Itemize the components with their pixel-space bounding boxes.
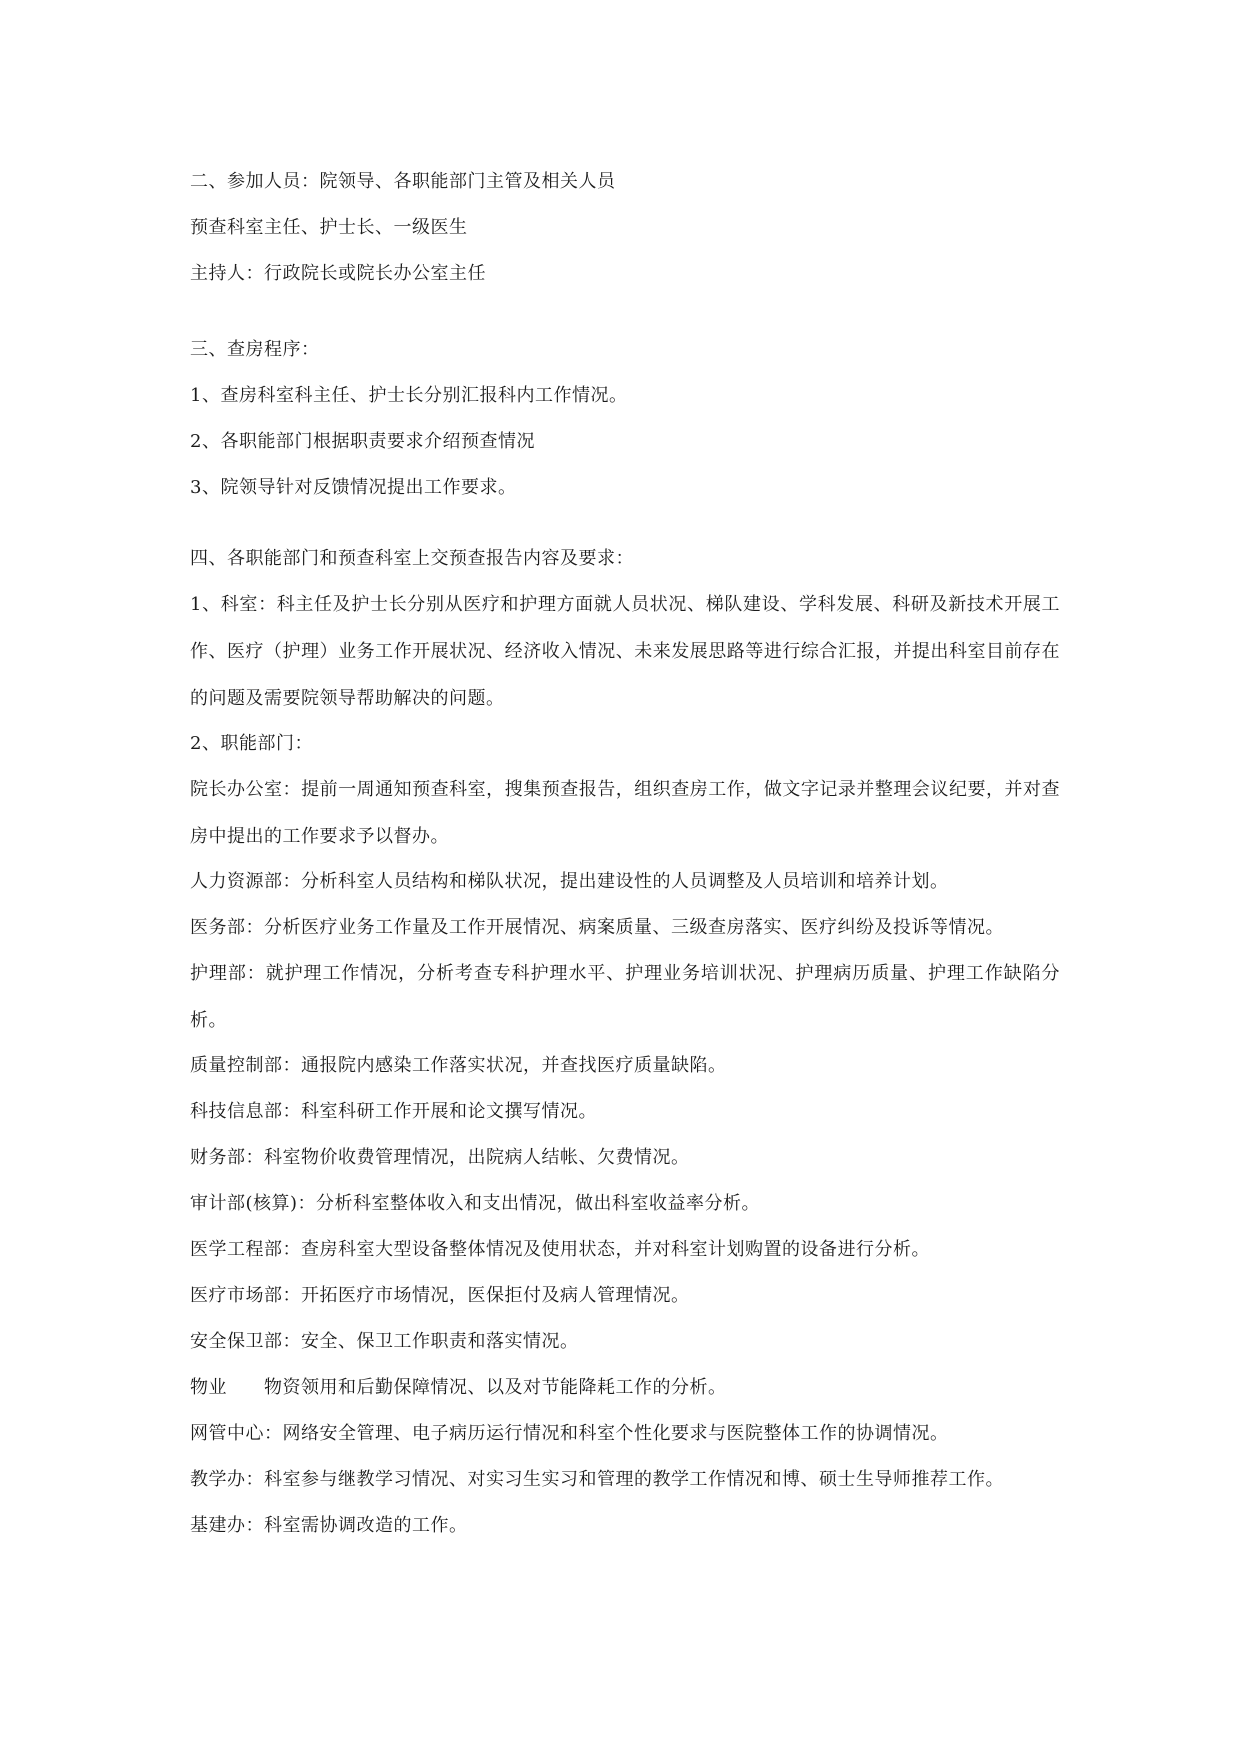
participants-line: 二、参加人员：院领导、各职能部门主管及相关人员 bbox=[190, 171, 616, 192]
quality-control-line: 质量控制部：通报院内感染工作落实状况，并查找医疗质量缺陷。 bbox=[190, 1055, 727, 1076]
procedure-item: 3、院领导针对反馈情况提出工作要求。 bbox=[190, 477, 517, 498]
procedure-item: 1、查房科室科主任、护士长分别汇报科内工作情况。 bbox=[190, 385, 628, 406]
functional-departments-label: 2、职能部门： bbox=[190, 733, 313, 754]
document-page bbox=[190, 170, 1060, 1560]
property-line: 物业 物资领用和后勤保障情况、以及对节能降耗工作的分析。 bbox=[190, 1377, 727, 1398]
medical-affairs-line: 医务部：分析医疗业务工作量及工作开展情况、病案质量、三级查房落实、医疗纠纷及投诉等情况。 bbox=[190, 917, 1004, 938]
medical-market-line: 医疗市场部：开拓医疗市场情况，医保拒付及病人管理情况。 bbox=[190, 1285, 690, 1306]
section-gap bbox=[190, 308, 1060, 338]
procedure-heading: 三、查房程序： bbox=[190, 339, 320, 360]
medical-engineering-line: 医学工程部：查房科室大型设备整体情况及使用状态，并对科室计划购置的设备进行分析。 bbox=[190, 1239, 930, 1260]
section-gap bbox=[190, 522, 1060, 547]
finance-line: 财务部：科室物价收费管理情况，出院病人结帐、欠费情况。 bbox=[190, 1147, 690, 1168]
security-line: 安全保卫部：安全、保卫工作职责和落实情况。 bbox=[190, 1331, 579, 1352]
hr-line: 人力资源部：分析科室人员结构和梯队状况，提出建设性的人员调整及人员培训和培养计划。 bbox=[190, 871, 949, 892]
participants-subline: 预查科室主任、护士长、一级医生 bbox=[190, 217, 468, 238]
network-center-line: 网管中心：网络安全管理、电子病历运行情况和科室个性化要求与医院整体工作的协调情况。 bbox=[190, 1423, 949, 1444]
host-line: 主持人：行政院长或院长办公室主任 bbox=[190, 263, 486, 284]
department-report-paragraph: 1、科室：科主任及护士长分别从医疗和护理方面就人员状况、梯队建设、学科发展、科研及新技术开展工作、医疗（护理）业务工作开展状况、经济收入情况、未来发展思路等进行综合汇报，并提出科室目前存在的问题及需要院领导帮助解决的问题。 bbox=[190, 594, 1060, 709]
tech-info-line: 科技信息部：科室科研工作开展和论文撰写情况。 bbox=[190, 1101, 597, 1122]
teaching-office-line: 教学办：科室参与继教学习情况、对实习生实习和管理的教学工作情况和博、硕士生导师推荐工作。 bbox=[190, 1469, 1004, 1490]
report-requirements-heading: 四、各职能部门和预查科室上交预查报告内容及要求： bbox=[190, 548, 634, 569]
audit-line: 审计部(核算)：分析科室整体收入和支出情况，做出科室收益率分析。 bbox=[190, 1193, 761, 1214]
nursing-paragraph: 护理部：就护理工作情况，分析考查专科护理水平、护理业务培训状况、护理病历质量、护理工作缺陷分析。 bbox=[190, 963, 1060, 1031]
president-office-paragraph: 院长办公室：提前一周通知预查科室，搜集预查报告，组织查房工作，做文字记录并整理会议纪要，并对查房中提出的工作要求予以督办。 bbox=[190, 779, 1060, 847]
procedure-item: 2、各职能部门根据职责要求介绍预查情况 bbox=[190, 431, 535, 452]
construction-office-line: 基建办：科室需协调改造的工作。 bbox=[190, 1515, 468, 1536]
